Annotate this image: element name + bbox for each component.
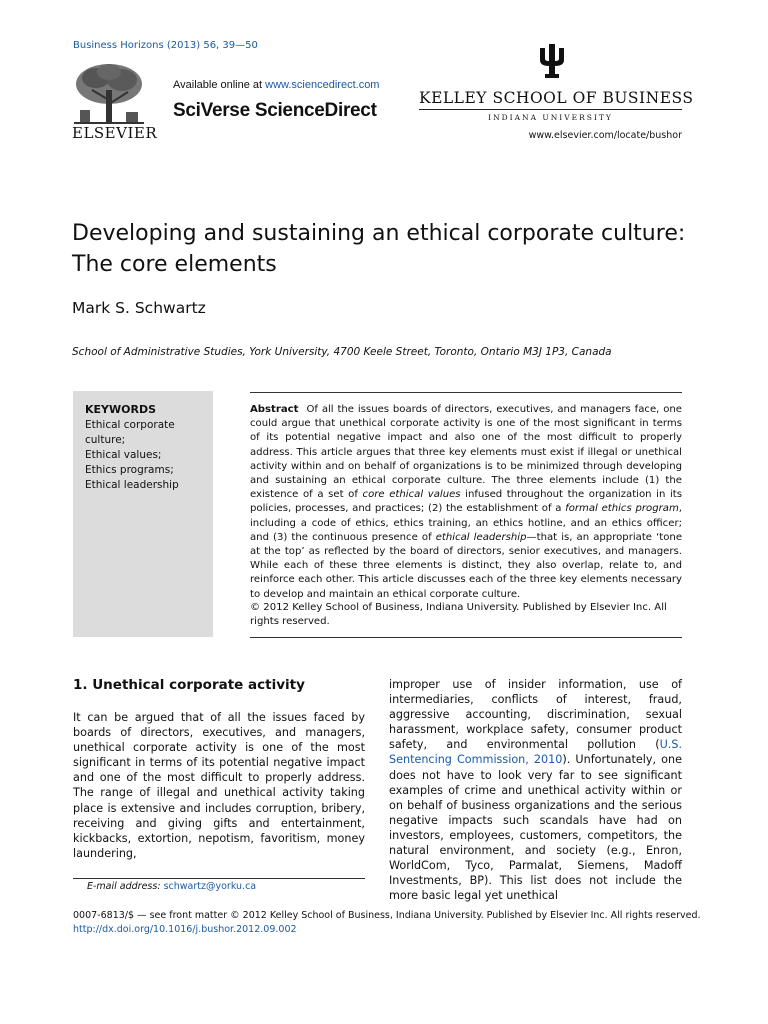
abstract-emphasis: ethical leadership xyxy=(435,531,527,543)
keywords-list xyxy=(85,418,210,493)
keyword-item: Ethical corporate culture; xyxy=(85,419,175,446)
elsevier-wordmark: ELSEVIER xyxy=(72,124,158,142)
kelley-divider xyxy=(419,109,682,110)
abstract-text xyxy=(250,403,682,602)
body-text-right-column xyxy=(389,677,682,903)
section-heading: 1. Unethical corporate activity xyxy=(73,677,305,693)
author-affiliation: School of Administrative Studies, York University, 4700 Keele Street, Toronto, Ontario M3J 1P3, Canada xyxy=(72,346,612,358)
email-link[interactable]: schwartz@yorku.ca xyxy=(163,881,257,892)
body-part: ). Unfortunately, one does not have to look very far to see significant examples of crime and unethical activity within or on behalf of business organizations and the serious negative impacts such scandals have had on investors, employees, customers, competitors, the natural environment, and society (e.g., Enron, WorldCom, Tyco, Parmalat, Siemens, Madoff Investments, BP). This list does not include the more basic legal yet unethical xyxy=(389,753,682,903)
abstract-part: —that is, an appropriate ‘tone at the top’ as reflected by the board of directors, senior executives, and managers. While each of these three elements is distinct, they also overlap, relate to, and reinforce each other. This article discusses each of the three key elements necessary to develop and maintain an ethical corporate culture. xyxy=(250,531,683,600)
university-name: INDIANA UNIVERSITY xyxy=(488,113,613,122)
keyword-item: Ethics programs; xyxy=(85,464,174,476)
abstract-copyright: © 2012 Kelley School of Business, Indiana University. Published by Elsevier Inc. All rights reserved. xyxy=(250,602,667,628)
kelley-school-name: KELLEY SCHOOL OF BUSINESS xyxy=(419,89,694,107)
sciencedirect-link[interactable]: www.sciencedirect.com xyxy=(265,79,380,91)
keywords-heading: KEYWORDS xyxy=(85,403,157,416)
iu-trident-logo-icon xyxy=(537,42,567,80)
article-author: Mark S. Schwartz xyxy=(72,299,206,317)
abstract-emphasis: formal ethics program xyxy=(565,503,679,515)
email-label: E-mail address: xyxy=(87,881,161,892)
citation-link[interactable]: U.S. Sentencing Commission, 2010 xyxy=(389,738,682,767)
body-text-left-column: It can be argued that of all the issues faced by boards of directors, executives, and managers, unethical corporate activity is one of the most significant in terms of its potential negative impact and one of the most difficult to properly address. The range of illegal and unethical activity taking place is extensive and includes corruption, bribery, receiving and giving gifts and entertainment, kickbacks, extortion, nepotism, favoritism, money laundering, xyxy=(73,711,365,860)
author-email-footnote xyxy=(87,881,256,892)
abstract-label: Abstract xyxy=(250,404,299,415)
doi-link[interactable]: http://dx.doi.org/10.1016/j.bushor.2012.09.002 xyxy=(73,924,297,935)
availability-line xyxy=(173,79,379,91)
journal-reference[interactable]: Business Horizons (2013) 56, 39—50 xyxy=(73,40,258,51)
article-title: Developing and sustaining an ethical corporate culture: The core elements xyxy=(72,221,686,277)
abstract-part: infused throughout the organization in its policies, processes, and practices; (2) the establishment of a xyxy=(250,489,682,515)
available-prefix: Available online at xyxy=(173,79,266,91)
abstract-emphasis: core ethical values xyxy=(362,489,461,501)
abstract-top-rule xyxy=(250,392,682,393)
journal-url[interactable]: www.elsevier.com/locate/bushor xyxy=(528,130,682,141)
abstract-part: Of all the issues boards of directors, executives, and managers face, one could argue that unethical corporate activity is one of the most significant in terms of its potential negative impact and also one of the most difficult to properly address. This article argues that three key elements must exist if illegal or unethical activity within and on behalf of organizations is to be minimized through developing and sustaining an ethical corporate culture. The three elements include (1) the existence of a set of xyxy=(250,404,682,501)
abstract-part: , including a code of ethics, ethics training, an ethics hotline, and an ethics officer; and (3) the continuous presence of xyxy=(250,503,682,543)
sciverse-wordmark: SciVerse ScienceDirect xyxy=(173,100,377,121)
keyword-item: Ethical leadership xyxy=(85,479,179,491)
keyword-item: Ethical values; xyxy=(85,449,162,461)
footnote-rule xyxy=(73,878,365,879)
front-matter-line: 0007-6813/$ — see front matter © 2012 Kelley School of Business, Indiana University. Published by Elsevier Inc. All rights reserved. xyxy=(73,910,701,921)
body-part: improper use of insider information, use of intermediaries, conflicts of interest, fraud, aggressive accounting, discrimination, sexual harassment, workplace safety, consumer product safety, and environmental pollution ( xyxy=(389,678,682,752)
abstract-bottom-rule xyxy=(250,637,682,638)
